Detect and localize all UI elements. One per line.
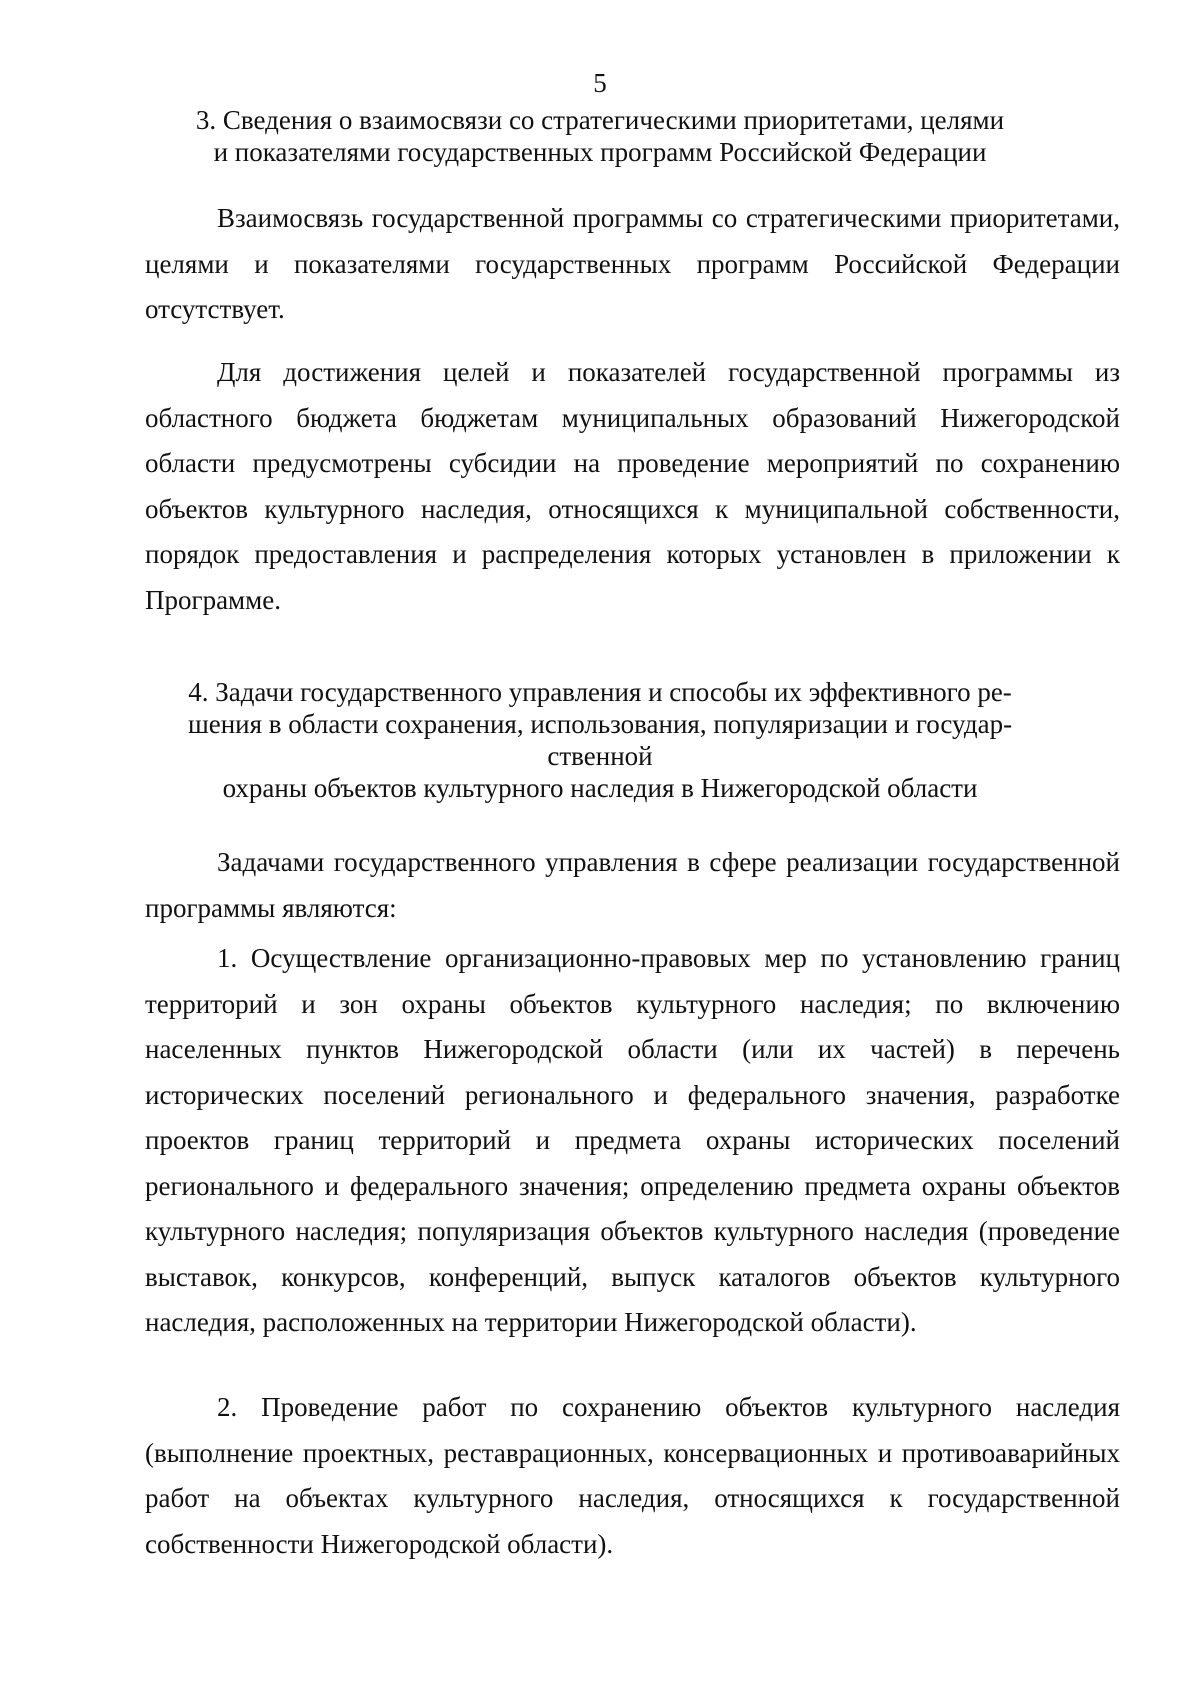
- section-4-paragraph: Задачами государственного управления в сфере реализации государственной программы являются:: [145, 847, 1120, 923]
- section-3-heading-line: 3. Сведения о взаимосвязи со стратегическими приоритетами, целями: [195, 105, 1005, 135]
- section-4-list-item: 1. Осуществление организационно-правовых мер по установлению границ территорий и зон охраны объектов культурного наследия; по включению населенных пунктов Нижегородской области (или их частей) в перечень исторических поселений регионального и федерального значения, разработке проектов границ территорий и предмета охраны исторических поселений регионального и федерального значения; определению предмета охраны объектов культурного наследия; популяризация объектов культурного наследия (проведение выставок, конкурсов, конференций, выпуск каталогов объектов культурного наследия, расположенных на территории Нижегородской области).: [145, 943, 1120, 1337]
- section-3-heading-line: и показателями государственных программ Российской Федерации: [213, 137, 987, 167]
- section-3-paragraph: Для достижения целей и показателей государственной программы из областного бюджета бюджетам муниципальных образований Нижегородской области предусмотрены субсидии на проведение мероприятий по сохранению объектов культурного наследия, относящихся к муниципальной собственности, порядок предоставления и распределения которых установлен в приложении к Программе.: [145, 357, 1120, 615]
- section-4-list-item: 2. Проведение работ по сохранению объектов культурного наследия (выполнение проектных, реставрационных, консервационных и противоаварийных работ на объектах культурного наследия, относящихся к государственной собственности Нижегородской области).: [145, 1392, 1120, 1559]
- section-4-heading-line: 4. Задачи государственного управления и способы их эффективного ре-: [188, 677, 1012, 707]
- section-4-heading-line: ственной: [547, 741, 653, 771]
- section-3-heading: [0, 104, 1200, 168]
- section-3-paragraph: Взаимосвязь государственной программы со стратегическими приоритетами, целями и показателями государственных программ Российской Федерации отсутствует.: [145, 203, 1120, 324]
- section-4-heading-line: охраны объектов культурного наследия в Нижегородской области: [222, 773, 978, 803]
- page-number: 5: [593, 68, 607, 98]
- section-4-heading: [0, 676, 1200, 804]
- section-4-heading-line: шения в области сохранения, использования, популяризации и государ-: [187, 709, 1013, 739]
